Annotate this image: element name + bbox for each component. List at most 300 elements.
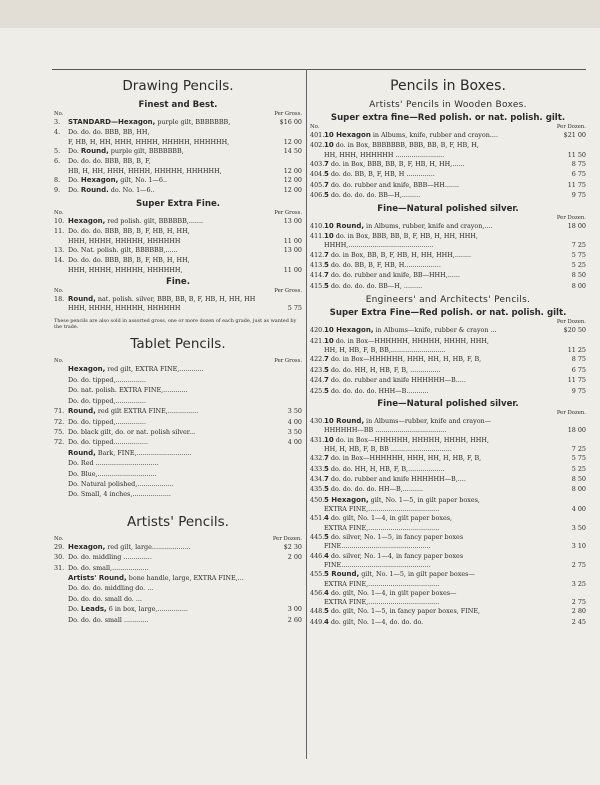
list-item — [54, 175, 302, 185]
item-price: 4 00 — [287, 438, 302, 447]
list-item — [54, 458, 302, 468]
item-style: 5 — [324, 261, 329, 270]
item-description — [324, 354, 560, 364]
item-text: Do. black gilt, do. or nat. polish silver... — [68, 427, 196, 436]
item-number — [310, 598, 324, 606]
item-description — [68, 304, 276, 312]
item-text: HH, HHH, HHHHHH ........................ — [324, 150, 445, 159]
item-text: do. in Box—HHHHHH, HHH, HH, H, HB, F, B, — [328, 355, 482, 364]
item-text: do. do. rubber and knife, BB—HHH,...... — [328, 271, 460, 280]
item-text: gilt, No. 1—6.. — [118, 176, 168, 185]
boxes-fine-list — [310, 221, 586, 292]
item-text: do. in Box—HHHHHH, HHH, HH, H, HB, F, B, — [328, 454, 482, 463]
item-description — [68, 216, 276, 226]
list-item — [54, 294, 302, 304]
item-price: $21 00 — [563, 131, 586, 139]
item-number: 431. — [310, 435, 325, 444]
item-price: 3 00 — [287, 605, 302, 614]
item-number: 9. — [54, 186, 61, 195]
boxes-super-heading: Super extra fine—Red polish. or nat. polish. gilt. — [330, 113, 566, 123]
engineers-super-heading: Super Extra Fine—Red polish. or nat. polish. gilt. — [329, 308, 567, 319]
item-text: in Albums, rubber, knife and crayon,.... — [364, 221, 493, 230]
item-number — [54, 364, 68, 374]
item-description — [68, 458, 276, 468]
item-style: 7 — [324, 376, 329, 385]
item-description — [324, 551, 560, 561]
item-number: 420. — [310, 326, 325, 335]
item-price — [560, 569, 586, 579]
item-number — [54, 375, 68, 385]
list-item — [310, 336, 586, 346]
item-description — [68, 563, 276, 573]
item-number — [310, 426, 324, 434]
fine-heading: Fine. — [165, 276, 191, 287]
item-number: 410. — [310, 221, 325, 230]
list-item — [54, 448, 302, 458]
item-number: 406. — [310, 191, 325, 200]
item-number: 411. — [310, 232, 325, 241]
item-number: 414. — [310, 271, 325, 280]
item-description — [324, 260, 560, 270]
column-header: Per Dozen. — [556, 409, 586, 416]
list-item — [54, 146, 302, 156]
engineers-title: Engineers' and Architects' Pencils. — [365, 295, 531, 306]
item-price: 4 00 — [571, 505, 586, 514]
item-price: 5 75 — [571, 250, 586, 259]
list-item — [54, 245, 302, 255]
item-text: EXTRA FINE,................................... — [324, 505, 440, 514]
item-text: do. gilt, No. 1—4, do. do. do. — [328, 617, 424, 626]
item-price — [276, 255, 302, 265]
item-text: Do. — [68, 147, 81, 156]
item-description — [68, 385, 276, 395]
list-item — [54, 604, 302, 614]
list-item — [54, 563, 302, 573]
item-number — [54, 479, 68, 489]
item-description — [68, 237, 276, 245]
item-number — [54, 615, 68, 625]
item-description — [324, 474, 560, 484]
item-text: bone handle, large, EXTRA FINE,... — [126, 573, 244, 582]
list-item — [310, 464, 586, 474]
item-description — [324, 250, 560, 260]
item-description — [324, 325, 560, 335]
item-price — [276, 583, 302, 593]
list-item — [54, 375, 302, 385]
item-number: 18. — [54, 294, 65, 303]
item-description — [324, 453, 560, 463]
list-item — [310, 426, 586, 434]
item-number — [310, 505, 324, 513]
item-number: 10. — [54, 216, 65, 225]
item-style: 7 — [324, 250, 329, 259]
list-item — [54, 304, 302, 312]
item-text: do. gilt, No. 1—4, in gilt paper boxes— — [328, 588, 457, 597]
item-number: 433. — [310, 464, 325, 473]
list-item — [54, 479, 302, 489]
item-style: 4 — [324, 617, 329, 626]
item-text: HHHH,.......................................... — [324, 241, 434, 250]
item-text: HHH, HHHH, HHHHH, HHHHHH, — [68, 265, 183, 274]
item-description — [68, 583, 276, 593]
item-number — [54, 573, 68, 583]
item-description — [68, 479, 276, 489]
assorted-note: These pencils are also sold in assorted gross, one or more dozen of each grade, just as wanted by the trade. — [54, 318, 297, 331]
item-price: 2 75 — [571, 598, 586, 607]
item-number: 435. — [310, 485, 325, 494]
item-price — [276, 294, 302, 304]
item-text: HHH, HHHH, HHHHH, HHHHHH — [68, 236, 181, 245]
list-item — [310, 532, 586, 542]
item-text: do. do. rubber and knife HHHHHH—B..... — [328, 376, 466, 385]
drawing-super-list — [54, 216, 302, 274]
item-text: do. in Box, BBB, BB, B, F, HB, H, HH, HHH, — [333, 232, 478, 241]
list-item — [54, 437, 302, 447]
item-style: 7 — [324, 271, 329, 280]
column-header: No. Per Dozen. — [54, 535, 302, 542]
item-description — [324, 484, 560, 494]
item-description — [68, 175, 276, 185]
item-description — [324, 270, 560, 280]
super-extra-fine-heading: Super Extra Fine. — [135, 198, 221, 209]
item-text: EXTRA FINE,................................... — [324, 579, 440, 588]
item-price — [560, 532, 586, 542]
item-description — [324, 606, 560, 616]
item-number — [310, 445, 324, 453]
item-description — [324, 375, 560, 385]
item-style: Hexagon, — [68, 542, 106, 551]
item-text: do. do. rubber and knife, BBB—HH....... — [328, 180, 460, 189]
item-style: 7 — [324, 474, 329, 483]
drawing-fine-list — [54, 294, 302, 313]
list-item — [310, 588, 586, 598]
list-item — [310, 416, 586, 426]
item-number — [54, 489, 68, 499]
column-header: Per Dozen. — [556, 319, 586, 326]
item-description — [324, 505, 560, 513]
item-number: 403. — [310, 160, 325, 169]
item-number: 5. — [54, 147, 61, 156]
item-text: do. do. do. do. HHH—B........... — [328, 386, 429, 395]
item-description — [68, 146, 276, 156]
list-item — [310, 130, 586, 140]
item-number: 422. — [310, 355, 325, 364]
item-number: 71. — [54, 407, 65, 416]
item-number: 413. — [310, 261, 325, 270]
item-text: FINE............................................ — [324, 561, 431, 569]
item-description — [324, 140, 560, 150]
item-number — [310, 580, 324, 588]
item-price: $20 50 — [563, 326, 586, 335]
list-item — [54, 167, 302, 175]
item-price: 11 50 — [567, 150, 586, 159]
item-text: Do. do. tipped,............... — [68, 396, 146, 405]
item-number — [310, 542, 324, 550]
list-item — [54, 396, 302, 406]
item-price — [276, 364, 302, 374]
item-description — [324, 426, 560, 434]
item-text: do. gilt, No. 1—5, in fancy paper boxes, FINE, — [328, 607, 481, 616]
item-description — [324, 561, 560, 569]
item-text: red polish. gilt, BBBBBB,....... — [105, 216, 204, 225]
list-item — [54, 552, 302, 562]
item-price: 2 75 — [571, 561, 586, 569]
drawing-pencils-title: Drawing Pencils. — [122, 78, 234, 94]
item-price: 11 75 — [567, 376, 586, 385]
item-price: 8 00 — [571, 281, 586, 290]
item-price: 5 75 — [571, 454, 586, 463]
item-number — [310, 561, 324, 569]
item-number: 11. — [54, 227, 65, 236]
list-item — [310, 325, 586, 335]
item-style: Leads, — [80, 605, 107, 614]
item-text: do. in Box—HHHHHH, HHHHH, HHHH, HHH, — [333, 435, 489, 444]
item-style: 5 — [324, 464, 329, 473]
item-text: do. do. HH, H, HB, F, B, ............... — [328, 365, 441, 374]
list-item — [310, 221, 586, 231]
item-price — [276, 469, 302, 479]
item-description — [324, 580, 560, 588]
item-text: in Albums—rubber, knife and crayon— — [364, 416, 492, 425]
item-description — [324, 464, 560, 474]
column-header: No. Per Gross. — [54, 111, 302, 117]
item-text: do. do. BB, B, F, HB, H .............. — [328, 170, 435, 179]
item-price: 3 25 — [571, 579, 586, 588]
item-text: 6 in box, large,............... — [106, 605, 188, 614]
item-price: $16 00 — [279, 118, 302, 126]
list-item — [310, 435, 586, 445]
item-number: 401. — [310, 131, 325, 139]
list-item — [310, 375, 586, 385]
item-price: 12 00 — [283, 137, 302, 146]
list-item — [54, 226, 302, 236]
item-style: Round, — [68, 407, 96, 416]
item-text: Do. do. do. small do. ... — [68, 594, 142, 603]
item-number: 450. — [310, 495, 325, 504]
item-price: 3 50 — [287, 407, 302, 416]
item-number: 415. — [310, 281, 325, 290]
item-description — [324, 513, 560, 523]
item-number: 14. — [54, 256, 65, 265]
item-price: 6 75 — [571, 170, 586, 179]
item-text: HB, H, HH, HHH, HHHH, HHHHH, HHHHHH, — [68, 166, 222, 175]
column-header: No. Per Gross. — [54, 287, 302, 294]
item-text: do. silver, No. 1—4, in fancy paper boxes — [328, 551, 464, 560]
item-text: Do. do. do. BBB, BB, HH, — [68, 128, 150, 137]
engineers-fine-list — [310, 416, 586, 627]
item-style: 4 — [324, 551, 329, 560]
item-text: HHHHHH—BB ................................... — [324, 426, 447, 435]
item-price — [276, 226, 302, 236]
item-text: purple gilt, BBBBBBB, — [155, 118, 231, 126]
list-item — [310, 445, 586, 453]
item-description — [324, 151, 560, 159]
item-number: 13. — [54, 245, 65, 254]
item-price: 8 50 — [571, 271, 586, 280]
item-description — [324, 495, 560, 505]
item-text: red gilt EXTRA FINE,............... — [95, 407, 199, 416]
tablet-list — [54, 364, 302, 499]
list-item — [310, 190, 586, 200]
list-item — [54, 185, 302, 195]
list-item — [310, 346, 586, 354]
item-number: 455. — [310, 570, 325, 579]
item-price — [560, 435, 586, 445]
item-description — [68, 127, 276, 137]
list-item — [54, 469, 302, 479]
item-description — [68, 185, 276, 195]
item-price: 12 00 — [283, 186, 302, 195]
item-style: 10 Round, — [324, 416, 365, 425]
item-style: 4 — [324, 588, 329, 597]
item-number — [310, 524, 324, 532]
item-price — [276, 563, 302, 573]
artists-list — [54, 542, 302, 625]
item-description — [324, 346, 560, 354]
item-price: 9 75 — [571, 386, 586, 395]
list-item — [54, 156, 302, 166]
item-description — [68, 375, 276, 385]
item-description — [68, 266, 276, 274]
item-price — [276, 489, 302, 499]
item-style: Hexagon, — [68, 365, 106, 374]
item-text: red gilt, large................... — [105, 542, 191, 551]
item-price — [276, 396, 302, 406]
list-item — [310, 250, 586, 260]
item-number: 432. — [310, 454, 325, 463]
item-style: 5 — [324, 386, 329, 395]
item-number: 421. — [310, 336, 325, 345]
item-number — [54, 604, 68, 614]
item-text: do. in Box—HHHHHH, HHHHH, HHHH, HHH, — [333, 336, 489, 345]
right-column — [310, 72, 586, 627]
item-number — [54, 266, 68, 274]
item-number: 449. — [310, 617, 325, 626]
item-price: 11 75 — [567, 180, 586, 189]
item-style: 10 Hexagon — [324, 131, 371, 139]
item-description — [324, 336, 560, 346]
item-price: 2 45 — [571, 617, 586, 626]
column-header: Per Dozen. — [556, 214, 586, 221]
item-text: do. gilt, No. 1—4, in gilt paper boxes, — [328, 514, 453, 523]
item-number: 8. — [54, 176, 61, 185]
item-price: 18 00 — [567, 221, 586, 230]
item-description — [324, 598, 560, 606]
item-price: 11 25 — [567, 346, 586, 355]
item-style: 5 — [324, 607, 329, 616]
item-description — [68, 245, 276, 255]
item-description — [324, 435, 560, 445]
item-text: do. do. HH, H, HB, F, B,.................. — [328, 464, 445, 473]
item-number — [54, 237, 68, 245]
item-price: 7 25 — [571, 444, 586, 453]
item-price: 8 75 — [571, 160, 586, 169]
item-description — [68, 552, 276, 562]
item-description — [324, 532, 560, 542]
item-text: Do. do. tipped,............... — [68, 417, 146, 426]
item-text: Do. Red ............................... — [68, 459, 159, 468]
item-description — [68, 156, 276, 166]
list-item — [310, 551, 586, 561]
item-price: 14 50 — [283, 147, 302, 156]
item-price: $2 30 — [283, 542, 302, 551]
list-item — [310, 513, 586, 523]
item-style: 10 Hexagon, — [324, 326, 374, 335]
item-number: 425. — [310, 386, 325, 395]
item-style: 7 — [324, 180, 329, 189]
item-price — [276, 479, 302, 489]
item-description — [324, 231, 560, 241]
list-item — [310, 484, 586, 494]
item-style: 5 — [324, 281, 329, 290]
item-text: Do. do. tipped................. — [68, 438, 149, 447]
item-price: 7 25 — [571, 241, 586, 250]
item-description — [324, 221, 560, 231]
list-item — [310, 365, 586, 375]
item-description — [68, 364, 276, 374]
item-number: 434. — [310, 474, 325, 483]
left-column — [54, 72, 302, 625]
list-item — [310, 260, 586, 270]
item-number: 30. — [54, 553, 65, 562]
item-text: Do. nat. polish. EXTRA FINE,............ — [68, 386, 188, 395]
item-text: do. in Box, BBBBBBB, BBB, BB, B, F, HB, H, — [333, 141, 479, 150]
item-number — [310, 151, 324, 159]
item-number — [310, 241, 324, 249]
item-text: EXTRA FINE,................................... — [324, 598, 440, 607]
item-number: 404. — [310, 170, 325, 179]
item-style: 5 — [324, 365, 329, 374]
item-text: HHH, HHHH, HHHHH, HHHHHH — [68, 304, 181, 313]
item-text: do. do. do. do. BB—H,......... — [328, 191, 421, 200]
column-header: No. Per Gross. — [54, 358, 302, 365]
item-style: 5 — [324, 170, 329, 179]
list-item — [54, 583, 302, 593]
item-description — [324, 130, 560, 140]
item-number: 423. — [310, 365, 325, 374]
list-item — [54, 266, 302, 274]
item-price: 3 50 — [287, 427, 302, 436]
item-price: 11 00 — [283, 265, 302, 274]
item-number: 456. — [310, 588, 325, 597]
item-description — [324, 365, 560, 375]
list-item — [54, 417, 302, 427]
item-number — [54, 138, 68, 146]
list-item — [310, 140, 586, 150]
item-number: 4. — [54, 128, 61, 137]
item-text: do. No. 1—6.. — [108, 186, 155, 195]
item-number — [54, 458, 68, 468]
item-description — [324, 169, 560, 179]
list-item — [310, 354, 586, 364]
item-description — [324, 281, 560, 291]
artists-pencils-title: Artists' Pencils. — [127, 513, 229, 530]
item-number — [54, 385, 68, 395]
item-style: 7 — [324, 160, 329, 169]
list-item — [54, 427, 302, 437]
list-item — [54, 542, 302, 552]
item-number — [54, 396, 68, 406]
item-text: Do. do. do. BBB, BB, B, F, HB, H, HH, — [68, 256, 190, 265]
item-text: do. do. BB, B, F, HB, H.................. — [328, 261, 441, 270]
item-price — [276, 458, 302, 468]
item-number: 402. — [310, 141, 325, 150]
item-description — [68, 594, 276, 604]
list-item — [310, 606, 586, 616]
item-style: Hexagon, — [80, 176, 119, 185]
item-price — [276, 448, 302, 458]
list-item — [310, 151, 586, 159]
